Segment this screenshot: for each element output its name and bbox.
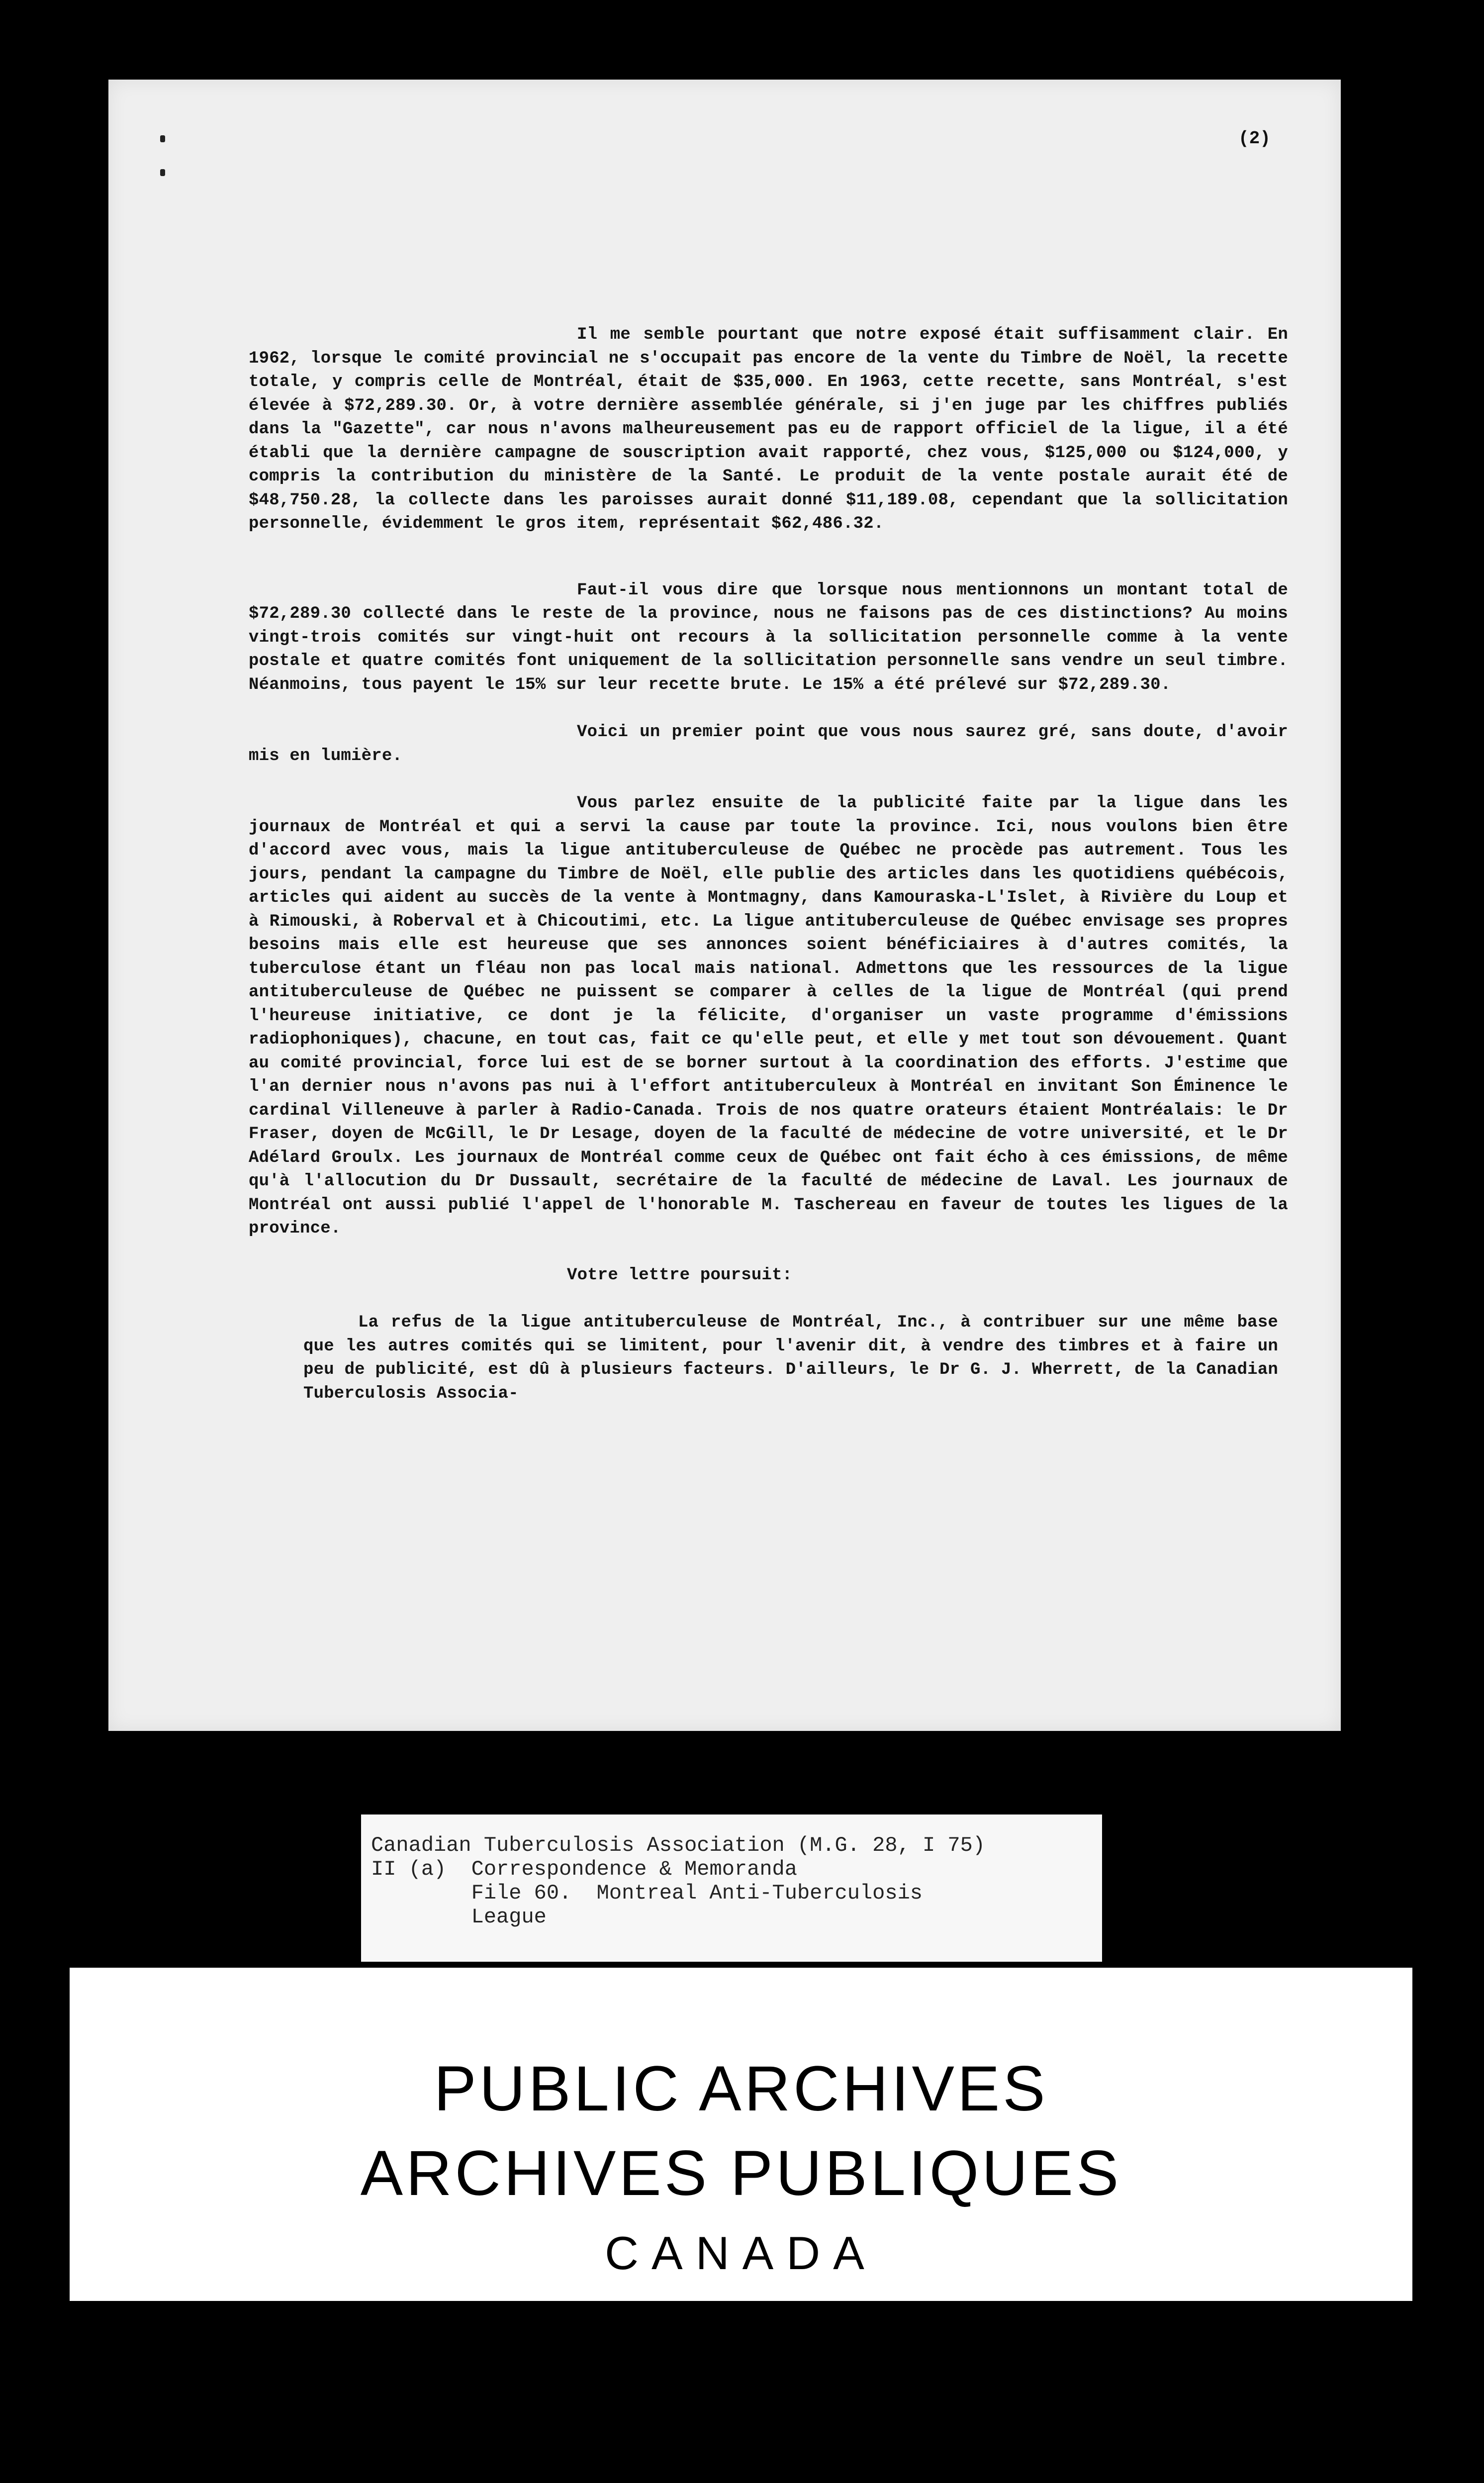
paragraph-letter-continues: Votre lettre poursuit: — [567, 1265, 793, 1285]
archives-label-country: CANADA — [605, 2227, 877, 2279]
paragraph-publicity: Vous parlez ensuite de la publicité faite par la ligue dans les journaux de Montréal et qui a servi la cause par toute la province. Ici, nous voulons bien être d'accord avec vous, mais la ligue antituberculeuse de Québec ne procède pas autrement. Tous les jours, pendant la campagne du Timbre de Noël, elle publie des articles dans les quotidiens québécois, articles qui aident au succès de la vente à Montmagny, dans Kamouraska-L'Islet, à Rivière du Loup et à Rimouski, à Roberval et à Chicoutimi, etc. La ligue antituberculeuse de Québec envisage ses propres besoins mais elle est heureuse que ses annonces soient bénéficiaires à d'autres comités, la tuberculose étant un fléau non pas local mais national. Admettons que les ressources de la ligue antituberculeuse de Québec ne puissent se comparer à celles de la ligue de Montréal (qui prend l'heureuse initiative, ce dont je la félicite, d'organiser un vaste programme d'émissions radiophoniques), chacune, en tout cas, fait ce qu'elle peut, et elle y met tout son dévouement. Quant au comité provincial, force lui est de se borner surtout à la coordination des efforts. J'estime que l'an dernier nous n'avons pas nui à l'effort antituberculeux à Montréal en invitant Son Éminence le cardinal Villeneuve à parler à Radio-Canada. Trois de nos quatre orateurs étaient Montréalais: le Dr Fraser, doyen de McGill, le Dr Lesage, doyen de la faculté de médecine de votre université, et le Dr Adélard Groulx. Les journaux de Montréal comme ceux de Québec ont fait écho à ces émissions, de même qu'à l'allocution du Dr Dussault, secrétaire de la faculté de médecine de Laval. Les journaux de Montréal ont aussi publié l'appel de l'honorable M. Taschereau en faveur de toutes les ligues de la province. — [249, 794, 1288, 1238]
catalogue-slip — [361, 1814, 1102, 1962]
page-number: (2) — [1238, 128, 1271, 149]
paragraph-first-point: Voici un premier point que vous nous saurez gré, sans doute, d'avoir mis en lumière. — [249, 723, 1288, 765]
slip-line: II (a) Correspondence & Memoranda — [371, 1857, 797, 1881]
archives-label-french: ARCHIVES PUBLIQUES — [360, 2138, 1122, 2209]
punch-hole-mark — [160, 169, 165, 176]
paragraph-totals: Il me semble pourtant que notre exposé était suffisamment clair. En 1962, lorsque le comité provincial ne s'occupait pas encore de la vente du Timbre de Noël, la recette totale, y compris celle de Montréal, était de $35,000. En 1963, cette recette, sans Montréal, s'est élevée à $72,289.30. Or, à votre dernière assemblée générale, si j'en juge par les chiffres publiés dans la "Gazette", car nous n'avons malheureusement pas eu de rapport officiel de la ligue, il a été établi que la dernière campagne de souscription avait rapporté, chez vous, $125,000 ou $124,000, y compris la contribution du ministère de la Santé. Le produit de la vente postale aurait été de $48,750.28, la collecte dans les paroisses aurait donné $11,189.08, cependant que la sollicitation personnelle, évidemment le gros item, représentait $62,486.32. — [249, 325, 1288, 533]
punch-hole-mark — [160, 135, 165, 142]
paragraph-distinctions: Faut-il vous dire que lorsque nous mentionnons un montant total de $72,289.30 collecté dans le reste de la province, nous ne faisons pas de ces distinctions? Au moins vingt-trois comités sur vingt-huit ont recours à la sollicitation personnelle comme à la vente postale et quatre comités font uniquement de la sollicitation personnelle sans vendre un seul timbre. Néanmoins, tous payent le 15% sur leur recette brute. Le 15% a été prélevé sur $72,289.30. — [249, 580, 1288, 694]
archives-label-english: PUBLIC ARCHIVES — [434, 2053, 1048, 2124]
letter-body — [249, 323, 1288, 1406]
slip-line: Canadian Tuberculosis Association (M.G. 28, I 75) — [371, 1833, 986, 1857]
archives-label — [70, 1968, 1412, 2301]
catalogue-reference — [371, 1833, 985, 1929]
quoted-passage: La refus de la ligue antituberculeuse de Montréal, Inc., à contribuer sur une même base que les autres comités qui se limitent, pour l'avenir dit, à vendre des timbres et à faire un peu de publicité, est dû à plusieurs facteurs. D'ailleurs, le Dr G. J. Wherrett, de la Canadian Tuberculosis Associa- — [303, 1313, 1278, 1403]
slip-line: File 60. Montreal Anti-Tuberculosis — [371, 1881, 923, 1905]
slip-line: League — [371, 1905, 547, 1929]
